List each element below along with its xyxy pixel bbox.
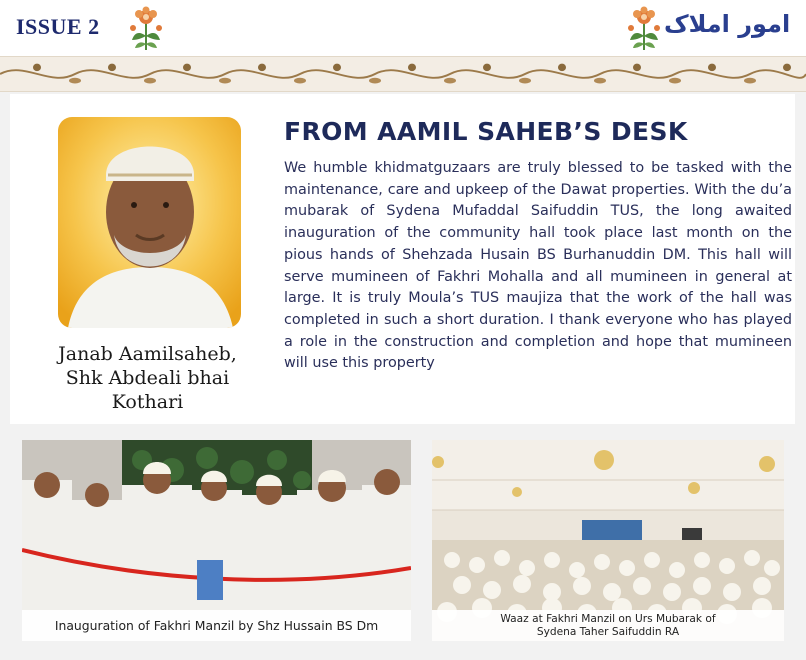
inauguration-photo	[22, 440, 411, 641]
vine-border-ornament	[0, 56, 806, 92]
photo-caption-line: Sydena Taher Saifuddin RA	[536, 626, 680, 638]
floral-ornament-icon	[624, 6, 664, 52]
newsletter-header	[0, 0, 806, 92]
portrait-caption-line: Janab Aamilsaheb,	[58, 343, 237, 365]
portrait-caption-line: Shk Abdeali bhai	[65, 367, 230, 389]
photo-caption: Inauguration of Fakhri Manzil by Shz Hussain BS Dm	[22, 610, 411, 641]
photo-caption	[432, 610, 784, 641]
portrait-caption-line: Kothari	[111, 391, 184, 413]
portrait-caption	[20, 342, 275, 414]
portrait-photo	[58, 117, 241, 328]
floral-ornament-icon	[126, 6, 166, 52]
article-body: We humble khidmatguzaars are truly blessed to be tasked with the maintenance, care and upkeep of the Dawat properties. With the du’a mubarak of Sydena Mufaddal Saifuddin TUS, the long awaited inauguration of the community hall took place last month on the pious hands of Shehzada Husain BS Burhanuddin DM. This hall will serve mumineen of Fakhri Mohalla and all mumineen in general at large. It is truly Moula’s TUS maujiza that the work of the hall was completed in such a short duration. I thank everyone who has played a role in the construction and completion and hope that mumineen will use this property	[284, 160, 792, 372]
waaz-hall-photo	[432, 440, 784, 641]
article-title: FROM AAMIL SAHEB’S DESK	[284, 117, 688, 146]
photo-caption-line: Waaz at Fakhri Manzil on Urs Mubarak of	[500, 613, 716, 625]
brand-title: امور املاک	[664, 10, 791, 38]
issue-label: ISSUE 2	[16, 14, 100, 39]
